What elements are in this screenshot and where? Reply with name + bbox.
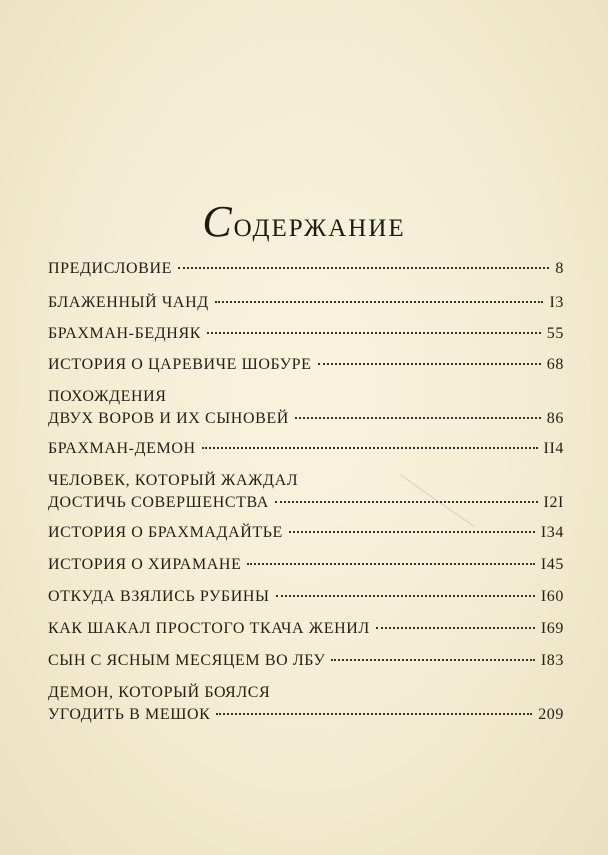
dot-leader xyxy=(331,659,534,661)
entry-title: КАК ШАКАЛ ПРОСТОГО ТКАЧА ЖЕНИЛ xyxy=(48,620,370,637)
page-number: I60 xyxy=(540,588,564,605)
entry-title: БРАХМАН-ДЕМОН xyxy=(48,440,196,457)
entry-title: БРАХМАН-БЕДНЯК xyxy=(48,325,201,342)
title-initial: С xyxy=(202,197,234,246)
toc-entry[interactable] xyxy=(48,586,564,608)
entry-title: БЛАЖЕННЫЙ ЧАНД xyxy=(48,294,209,311)
entry-title: ИСТОРИЯ О ЦАРЕВИЧЕ ШОБУРЕ xyxy=(48,356,312,373)
toc-entry[interactable] xyxy=(48,258,564,280)
toc-entry[interactable] xyxy=(48,292,564,314)
page-number: I69 xyxy=(540,620,564,637)
page-number: I83 xyxy=(540,652,564,669)
toc-entry[interactable] xyxy=(48,554,564,576)
entry-title-line: ЧЕЛОВЕК, КОТОРЫЙ ЖАЖДАЛ xyxy=(48,472,299,489)
page-number: I34 xyxy=(540,524,564,541)
title-rest: одержание xyxy=(233,204,406,244)
dot-leader xyxy=(318,363,541,365)
page-number: 55 xyxy=(546,325,564,342)
entry-title: ИСТОРИЯ О ХИРАМАНЕ xyxy=(48,556,242,573)
toc-entry[interactable] xyxy=(48,682,564,726)
entry-title: ДОСТИЧЬ СОВЕРШЕНСТВА xyxy=(48,494,269,511)
toc-entry[interactable] xyxy=(48,650,564,672)
page-number: II4 xyxy=(543,440,564,457)
dot-leader xyxy=(207,332,541,334)
dot-leader xyxy=(247,563,534,565)
entry-title-line: ПОХОЖДЕНИЯ xyxy=(48,388,167,405)
entry-title-line: ДЕМОН, КОТОРЫЙ БОЯЛСЯ xyxy=(48,684,271,701)
page-title xyxy=(0,196,608,247)
entry-title: ПРЕДИСЛОВИЕ xyxy=(48,260,172,277)
page-number: I45 xyxy=(540,556,564,573)
entry-title: ДВУХ ВОРОВ И ИХ СЫНОВЕЙ xyxy=(48,410,289,427)
dot-leader xyxy=(178,267,549,269)
page-number: 8 xyxy=(555,260,564,277)
page-number: I3 xyxy=(549,294,564,311)
dot-leader xyxy=(216,713,532,715)
toc-entry[interactable] xyxy=(48,470,564,514)
dot-leader xyxy=(289,531,535,533)
toc-entry[interactable] xyxy=(48,386,564,430)
entry-title: ОТКУДА ВЗЯЛИСЬ РУБИНЫ xyxy=(48,588,270,605)
toc-entry[interactable] xyxy=(48,522,564,544)
dot-leader xyxy=(276,595,535,597)
page-number: 86 xyxy=(546,410,564,427)
dot-leader xyxy=(295,417,541,419)
page-number: 68 xyxy=(546,356,564,373)
dot-leader xyxy=(275,501,538,503)
entry-title: ИСТОРИЯ О БРАХМАДАЙТЬЕ xyxy=(48,524,283,541)
dot-leader xyxy=(376,627,535,629)
dot-leader xyxy=(202,447,538,449)
toc-entry[interactable] xyxy=(48,354,564,376)
entry-title: СЫН С ЯСНЫМ МЕСЯЦЕМ ВО ЛБУ xyxy=(48,652,326,669)
page-number: I2I xyxy=(543,494,564,511)
toc-entry[interactable] xyxy=(48,618,564,640)
entry-title: УГОДИТЬ В МЕШОК xyxy=(48,706,211,723)
toc-entry[interactable] xyxy=(48,438,564,460)
page-number: 209 xyxy=(538,706,564,723)
dot-leader xyxy=(215,301,544,303)
toc-entry[interactable] xyxy=(48,323,564,345)
